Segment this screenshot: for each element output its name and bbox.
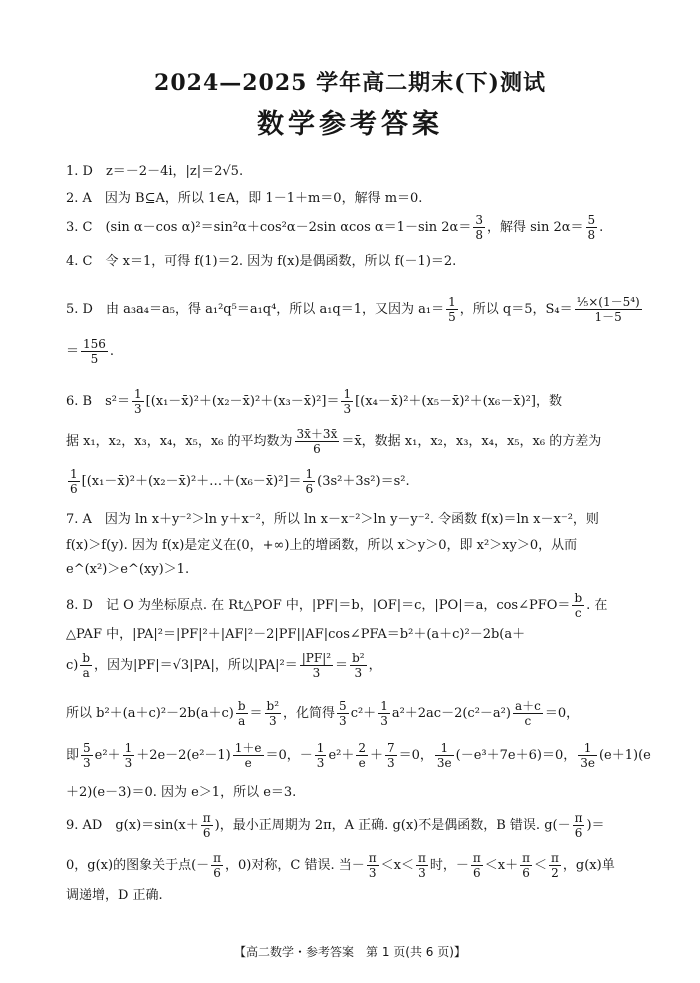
fraction [575,296,642,323]
denominator: 3 [343,402,352,416]
denominator: 3 [380,714,388,728]
numerator: 1 [124,741,133,755]
fraction [416,852,428,879]
numerator: 5 [339,699,347,713]
fraction [211,852,223,879]
numerator: 3x̄＋3x̄ [296,427,338,441]
denominator: 6 [202,826,211,840]
numerator: 1 [70,467,78,481]
numerator: 1＋e [234,741,262,755]
denominator: 6 [213,866,221,880]
fraction [233,742,264,769]
answer-8-part: ＝0， [544,706,580,721]
answer-3-part: 3. C (sin α－cos α)²＝sin²α＋cos²α－2sin αcos α＝1－sin 2α＝ [66,220,472,235]
answer-8-part: 所以 b²＋(a＋c)²－2b(a＋c) [66,706,234,721]
answer-5 [66,296,644,323]
fraction [578,742,597,769]
answer-8-line-5 [66,742,651,769]
denominator: 3 [83,756,91,770]
fraction [265,700,282,727]
answer-8-part: c²＋ [350,706,377,721]
answer-9-part: )＝ [586,818,605,833]
denominator: e [244,756,252,770]
answer-9-part: 0，g(x)的图象关于点(－ [66,858,210,873]
denominator: 3 [268,714,277,728]
fraction [520,852,532,879]
denominator: 3 [368,866,377,880]
answer-8-part: e²＋ [328,748,355,763]
numerator: 1 [343,387,352,401]
answer-6-part: [(x₁－x̄)²＋(x₂－x̄)²＋(x₃－x̄)²]＝ [145,394,340,409]
answer-8-part: c) [66,658,79,673]
denominator: 2 [551,866,559,880]
fraction [473,214,485,241]
denominator: 3 [354,666,363,680]
fraction [513,700,543,727]
fraction [378,700,390,727]
numerator: 1 [316,741,325,755]
numerator: π [522,851,530,865]
fraction [315,742,327,769]
denominator: 3e [580,756,595,770]
denominator: 6 [522,866,530,880]
answer-8-part: . 在 [586,598,608,613]
answer-8-part: ＝0，－ [265,748,313,763]
answer-8-part: ，因为|PF|＝√3|PA|，所以|PA|²＝ [94,658,298,673]
numerator: π [551,851,559,865]
fraction [385,742,397,769]
answer-6-part: [(x₄－x̄)²＋(x₅－x̄)²＋(x₆－x̄)²]，数 [355,394,562,409]
numerator: ⅕×(1－5⁴) [576,295,640,309]
page-footer: 【高二数学・参考答案 第 1 页(共 6 页)】 [234,945,466,959]
numerator: 1 [578,742,597,756]
numerator: b² [352,651,365,665]
denominator: 3 [133,402,142,416]
fraction [350,652,367,679]
fraction [446,296,458,323]
answer-5-part: ＝ [66,344,80,359]
answer-9-part: 9. AD g(x)＝sin(x＋ [66,818,199,833]
answer-6-line-3 [66,468,410,495]
fraction [471,852,483,879]
fraction [435,742,454,769]
numerator: 1 [133,387,142,401]
denominator: 6 [70,482,78,496]
exam-title: 2024—2025 学年高二期末(下)测试 [154,70,546,96]
answer-6-part: (3s²＋3s²)＝s². [317,474,410,489]
numerator: 1 [305,467,314,481]
numerator: a＋c [514,699,541,713]
numerator: 1 [380,699,388,713]
denominator: 6 [313,442,321,456]
denominator: 3e [436,756,452,770]
denominator: 1－5 [594,310,622,324]
answer-8-part: ，化简得 [283,706,336,721]
answer-4: 4. C 令 x＝1，可得 f(1)＝2. 因为 f(x)是偶函数，所以 f(－1)＝2. [66,254,457,269]
answer-6-line-2 [66,428,601,455]
answer-5-continued [66,338,114,365]
numerator: b [574,591,583,605]
answer-9-part: ，g(x)单 [562,858,615,873]
numerator: b [237,699,246,713]
answer-key-title: 数学参考答案 [257,109,443,140]
fraction [81,338,108,365]
denominator: 8 [587,228,596,242]
answer-9-part: ＜x＜ [380,858,414,873]
answer-8-part: (e＋1)(e [598,748,651,763]
answer-3 [66,214,603,241]
fraction [341,388,353,415]
fraction [80,652,92,679]
answer-1: 1. D z＝－2－4i，|z|＝2√5. [66,164,244,179]
answer-7: 7. A 因为 ln x＋y⁻²＞ln y＋x⁻²，所以 ln x－x⁻²＞ln y－y⁻². 令函数 f(x)＝ln x－x⁻²，则 [66,512,599,527]
denominator: 6 [305,482,314,496]
fraction [337,700,349,727]
denominator: a [238,714,246,728]
numerator: π [472,851,481,865]
numerator: |PF|² [301,651,332,665]
answer-6-part: [(x₁－x̄)²＋(x₂－x̄)²＋…＋(x₆－x̄)²]＝ [81,474,302,489]
numerator: 5 [83,741,91,755]
answer-3-part: ，解得 sin 2α＝ [486,220,584,235]
answer-8-part: ， [368,658,382,673]
numerator: 1 [448,295,456,309]
denominator: 3 [418,866,426,880]
denominator: c [574,606,582,620]
denominator: 3 [124,756,133,770]
fraction [236,700,248,727]
denominator: 6 [574,826,583,840]
answer-7-line-2: f(x)＞f(y). 因为 f(x)是定义在(0，+∞)上的增函数，所以 x＞y＞0，即 x²＞xy＞0，从而 [66,538,578,553]
answer-9-line-2 [66,852,615,879]
denominator: 3 [387,756,395,770]
fraction [68,468,80,495]
answer-9 [66,812,605,839]
denominator: 5 [90,352,99,366]
answer-8-part: a²＋2ac－2(c²－a²) [391,706,511,721]
numerator: π [368,851,377,865]
answer-8-part: (－e³＋7e＋6)＝0， [455,748,577,763]
numerator: π [213,851,222,865]
answer-8-part: ＝ [335,658,349,673]
denominator: 3 [316,756,325,770]
fraction [549,852,561,879]
answer-9-part: ＜x＋ [484,858,519,873]
answer-6-part: ＝x̄，数据 x₁，x₂，x₃，x₄，x₅，x₆ 的方差为 [341,434,602,449]
answer-5-part: ，所以 q＝5，S₄＝ [459,302,573,317]
fraction [572,592,584,619]
answer-5-part: 5. D 由 a₃a₄＝a₅，得 a₁²q⁵＝a₁q⁴，所以 a₁q＝1，又因为 a₁＝ [66,302,445,317]
answer-8-part: ＋2e－2(e²－1) [136,748,231,763]
fraction [123,742,135,769]
denominator: 5 [448,310,456,324]
answer-9-part: ＜ [533,858,547,873]
answer-6-part: 据 x₁，x₂，x₃，x₄，x₅，x₆ 的平均数为 [66,434,293,449]
fraction [356,742,368,769]
numerator: 5 [587,213,596,227]
numerator: 1 [435,742,454,756]
denominator: c [524,714,532,728]
answer-7-line-3: e^(x²)＞e^(xy)＞1. [66,562,190,577]
answer-9-part: ，0)对称，C 错误. 当－ [225,858,365,873]
answer-8-line-2: △PAF 中，|PA|²＝|PF|²＋|AF|²－2|PF||AF|cos∠PFA＝b²＋(a＋c)²－2b(a＋ [66,627,526,642]
answer-5-part: . [109,344,115,359]
denominator: 3 [312,666,321,680]
numerator: π [417,851,426,865]
answer-8-part: 8. D 记 O 为坐标原点. 在 Rt△POF 中，|PF|＝b，|OF|＝c，|PO|＝a，cos∠PFO＝ [66,598,571,613]
answer-6-part: 6. B s²＝ [66,394,130,409]
fraction [367,852,379,879]
numerator: 7 [387,741,395,755]
answer-6 [66,388,562,415]
denominator: 6 [472,866,481,880]
answer-8-part: ＝ [249,706,263,721]
fraction [81,742,93,769]
fraction [300,652,333,679]
answer-3-part: . [599,220,604,235]
fraction [573,812,585,839]
numerator: b [82,651,91,665]
answer-9-line-3: 调递增，D 正确. [66,888,163,903]
numerator: 156 [83,337,106,351]
fraction [295,428,340,455]
denominator: 8 [475,228,483,242]
numerator: π [202,811,211,825]
answer-9-part: 时，－ [429,858,469,873]
answer-8-part: 即 [66,748,80,763]
answer-8-part: e²＋ [94,748,121,763]
denominator: a [82,666,90,680]
fraction [586,214,598,241]
fraction [201,812,213,839]
answer-8-line-4 [66,700,579,727]
answer-8-line-3 [66,652,382,679]
numerator: π [574,811,583,825]
denominator: e [358,756,366,770]
denominator: 3 [339,714,347,728]
answer-8-part: ＋ [369,748,383,763]
answer-8-line-6: ＋2)(e－3)＝0. 因为 e＞1，所以 e＝3. [66,785,297,800]
answer-8 [66,592,607,619]
fraction [303,468,315,495]
fraction [132,388,144,415]
numerator: 3 [475,213,483,227]
answer-9-part: )，最小正周期为 2π，A 正确. g(x)不是偶函数，B 错误. g(－ [214,818,571,833]
answer-2: 2. A 因为 B⊆A，所以 1∈A，即 1－1＋m＝0，解得 m＝0. [66,191,423,206]
numerator: b² [266,699,280,713]
numerator: 2 [358,741,366,755]
answer-8-part: ＝0， [398,748,433,763]
